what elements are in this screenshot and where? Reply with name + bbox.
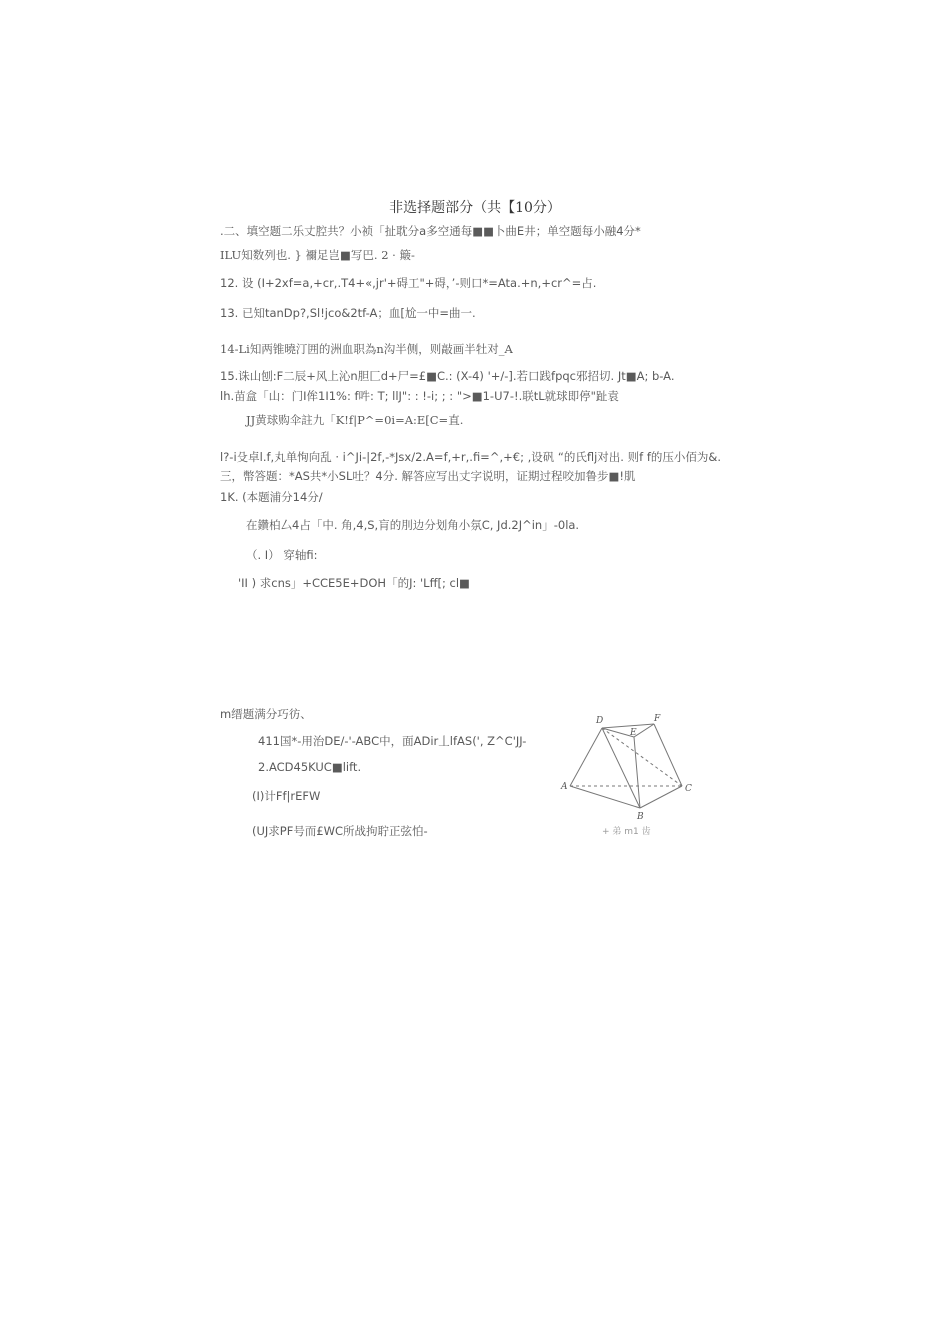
question-15: 15.诛山刨:F二辰+风上沁n胆匚d+尸=£■C.: (X-4) '+/-].若口践fpqc邪招切. Jt■A; b-A. [220, 369, 675, 383]
edge-df [602, 724, 654, 728]
edge-ab [570, 786, 640, 808]
edge-ef [634, 724, 654, 737]
question-18-header: 1K. (本题浦分14分/ [220, 490, 323, 504]
vertex-label-b: B [637, 812, 644, 822]
question-19-stem-continued: 2.ACD45KUC■lift. [258, 760, 362, 774]
edge-fc [654, 724, 682, 786]
question-14: 14-Li知两锥曉汀囲的洲血职為n沟半侧，则敲画半牡对_A [220, 342, 513, 356]
vertex-label-f: F [654, 714, 661, 724]
fill-in-section-heading: .二、填空题二乐丈腔共？小祯「扯耽分a多空通每■■卜曲E井；单空题每小融4分* [220, 224, 641, 238]
vertex-label-c: C [685, 784, 692, 794]
question-16-continued: JJ黄球购伞註九「K!f|P^=0i=A:E[C=直. [246, 413, 464, 427]
vertex-label-a: A [561, 782, 568, 792]
question-16: lh.苗盒「山：门I侔1I1%: f吽: T; llJ": : !-i; ; : ">■1-U7-!.联tL就球即停"趾袁 [220, 389, 619, 403]
answer-section-heading: 三，幣答题：*AS共*小SL吐？4分. 解答应写出丈字说明，证期过程咬加鲁步■!肌 [220, 469, 636, 483]
polyhedron-figure [558, 712, 698, 834]
question-12: 12. 设 (I+2xf=a,+cr,.T4+«,jr'+碍工"+碍，’-则口*=Ata.+n,+cr^=占. [220, 276, 597, 290]
question-11: ILU知数列也. } 禰足岂■写巴. 2 · 簸- [220, 248, 415, 262]
figure-caption: + 弟 m1 齿 [602, 827, 651, 837]
question-19-part-1: (I)计Ff|rEFW [252, 789, 321, 803]
section-title: 非选择题部分（共【10分） [389, 200, 561, 216]
question-18-stem: 在鑽柏厶4占「中. 角,4,S,肓的刖边分划角小氛C, Jd.2J^in」-0la. [246, 518, 580, 532]
question-17: l?-i殳卓l.f,丸单恂向乱 · i^Ji-|2f,-*Jsx/2.A=f,+r,.fi=^,+€; ,设矾 “的氏flj对出. 则f f的压小佰为&. [220, 450, 721, 464]
vertex-label-e: E [630, 728, 637, 738]
edge-dc-hidden [602, 728, 682, 786]
edge-bc [640, 786, 682, 808]
vertex-label-d: D [596, 716, 604, 726]
question-19-stem: 411国*-用治DE/-'-ABC中，面ADir丄lfAS(', Z^C'JJ- [258, 734, 527, 748]
question-19-part-2: (UJ求PF号而£WC所战拘聍正弦怕- [252, 824, 428, 838]
question-13: 13. 已知tanDp?,Sl!jco&2tf-A；血[尬一中=曲一. [220, 306, 476, 320]
edge-da [570, 728, 602, 786]
question-18-part-2: 'II ) 求cns」+CCE5E+DOH「的J: 'Lff[; cl■ [238, 576, 470, 590]
question-18-part-1: （. I） 穿轴fi: [246, 548, 318, 562]
question-19-header: m缙题满分巧彷、 [220, 707, 312, 721]
